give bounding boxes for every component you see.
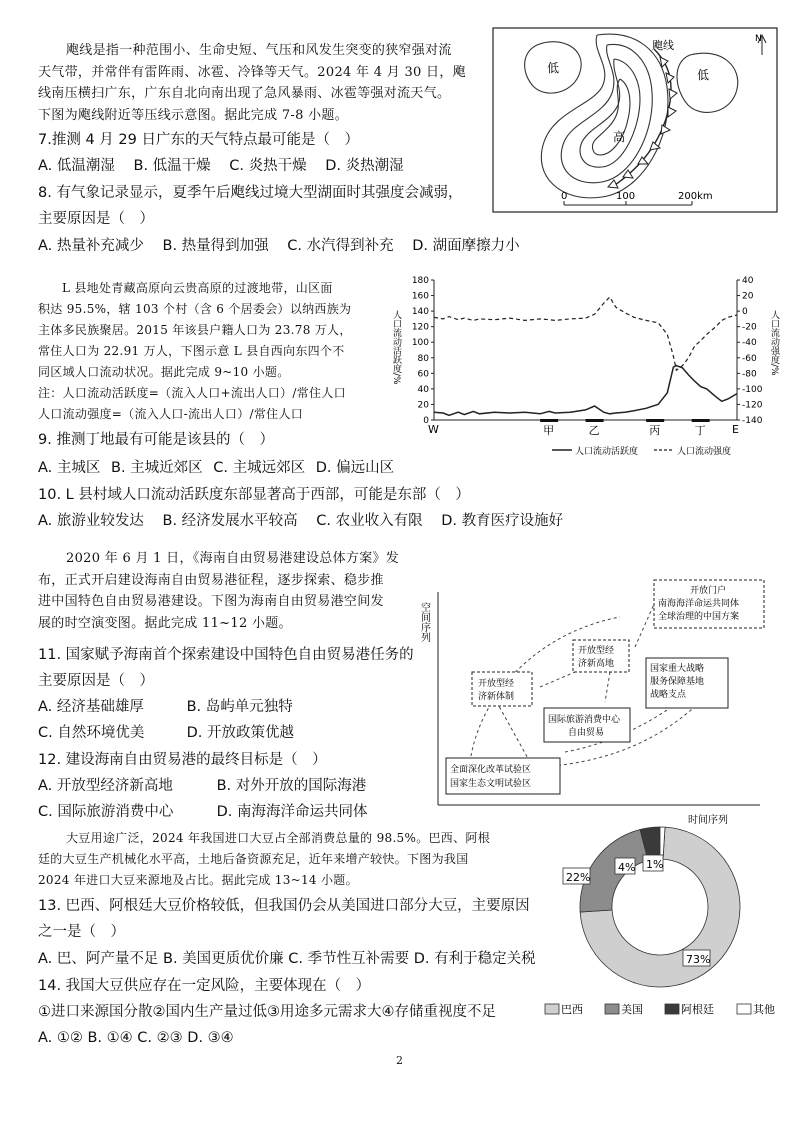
soybean-import-donut [545,812,790,1022]
right-tick-label: -40 [742,338,757,349]
question-14-options-text: A. ①② B. ①④ C. ②③ D. ③④ [38,1030,234,1046]
question-12-stem: 12. 建设海南自由贸易港的最终目标是（ ） [38,752,327,768]
left-tick-label: 0 [423,416,429,426]
intro-squall-line [38,40,486,126]
option-d: D. 偏远山区 [315,460,395,476]
option-d: D. 炎热潮湿 [325,158,404,174]
left-axis-label: 人口流动活跃度/% [391,310,401,385]
intro-line: 廷的大豆生产机械化水平高，土地后备资源充足，近年来增产较快。下图为我国 [38,852,469,866]
right-tick-label: 0 [742,307,748,318]
intro-line: 积达 95.5%，辖 103 个村（含 6 个居委会）以纳西族为 [38,302,352,316]
right-axis-ticks [737,276,763,426]
intro-line: 人口流动强度=（流入人口-流出人口）/常住人口 [38,407,304,421]
series-line-intensity [434,297,737,370]
box-text: 国家重大战略 [650,664,705,674]
x-marker-bar [646,419,664,422]
option-c: C. 炎热干燥 [229,158,307,174]
intro-line: 飑线是指一种范围小、生命史短、气压和风发生突变的狭窄强对流 [66,43,452,58]
left-tick-label: 140 [411,307,429,318]
question-14 [38,973,558,1025]
question-8-options [38,233,538,259]
intro-line: 大豆用途广泛，2024 年我国进口大豆占全部消费总量的 98.5%。巴西、阿根 [66,831,490,845]
x-marker-label: 乙 [588,424,600,437]
box-text: 济新高地 [578,659,615,669]
left-axis-ticks [412,276,434,426]
dashed-arrow [540,672,575,687]
label-low-right: 低 [697,68,710,82]
donut-label-3: 1% [646,858,664,871]
left-tick-label: 40 [417,384,429,395]
box-text: 战略支点 [650,690,687,700]
legend-label: 阿根廷 [681,1003,714,1016]
legend-intensity-label: 人口流动强度 [677,447,732,457]
box-text: 开放型经 [478,679,515,689]
intro-line: 下图为飑线附近等压线示意图。据此完成 7-8 小题。 [38,107,348,123]
option-d: D. 教育医疗设施好 [441,513,564,529]
x-marker-bar [540,419,558,422]
option-c: C. 主城远郊区 [213,460,306,476]
question-7 [38,127,498,153]
option-b: B. 经济发展水平较高 [162,513,298,529]
intro-line: 进中国特色自由贸易港建设。下图为海南自由贸易港空间发 [38,594,384,609]
left-tick-label: 60 [417,369,429,380]
right-tick-label: -100 [742,384,763,395]
question-14-stem: 14. 我国大豆供应存在一定风险，主要体现在（ ） [38,978,371,994]
legend-swatch [665,1004,679,1014]
x-axis-label: 时间序列 [688,815,728,826]
left-tick-label: 100 [411,338,429,349]
intro-line: 布，正式开启建设海南自由贸易港征程，逐步探索、稳步推 [38,572,384,588]
x-label-west: W [428,423,439,436]
label-high: 高 [613,130,626,144]
dashed-arrow [635,602,655,647]
left-tick-label: 180 [411,276,429,286]
legend-swatch [545,1004,559,1014]
option-a: A. 低温潮湿 [38,158,115,174]
intro-line: 同区域人口流动状况。据此完成 9~10 小题。 [38,365,290,379]
intro-line: 线南压横扫广东，广东自北向南出现了急风暴雨、冰雹等强对流天气。 [38,86,451,101]
question-9-stem: 9. 推测丁地最有可能是该县的（ ） [38,432,274,448]
option-b: B. 岛屿单元独特 [186,699,293,715]
donut-label-2: 4% [618,861,636,874]
box-text: 开放型经 [578,646,615,656]
option-b: B. 主城近郊区 [111,460,203,476]
intro-line: 常住人口为 22.91 万人，下图示意 L 县自西向东四个不 [38,344,345,358]
option-b: B. 热量得到加强 [162,238,269,254]
right-tick-label: -120 [742,400,763,411]
question-11-stem-line: 主要原因是（ ） [38,673,154,689]
right-tick-label: -60 [742,353,757,364]
isobar-map [492,27,778,213]
question-14-items: ①进口来源国分散②国内生产量过低③用途多元需求大④存储重视度不足 [38,1004,496,1020]
option-b: B. 低温干燥 [133,158,211,174]
donut-legend [545,1002,775,1016]
option-a: A. 旅游业较发达 [38,513,144,529]
question-11 [38,642,438,694]
question-10 [38,482,558,508]
left-tick-label: 80 [417,353,429,364]
question-12 [38,747,438,773]
option-c: C. 水汽得到补充 [287,238,394,254]
y-axis-label: 空间序列 [418,602,430,642]
label-north: N [755,34,762,44]
label-squall-line: 飑线 [652,39,674,52]
intro-soybean [38,828,548,891]
question-13-stem-line: 之一是（ ） [38,924,125,940]
legend-swatch [737,1004,751,1014]
question-12-options [38,773,438,825]
label-low-left: 低 [547,61,560,75]
question-8 [38,180,508,232]
right-tick-label: 40 [742,276,754,286]
legend-label: 巴西 [561,1003,583,1016]
question-9-options [38,455,458,481]
question-7-options [38,153,498,179]
option-c: C. 农业收入有限 [316,513,423,529]
scale-label-100: 100 [616,191,636,202]
box-text: 南海海洋命运共同体 [658,599,740,609]
intro-line: 展的时空演变图。据此完成 11~12 小题。 [38,615,292,631]
scale-label-0: 0 [561,191,568,202]
intro-line: 2024 年进口大豆来源地及占比。据此完成 13~14 小题。 [38,873,358,887]
box-text: 自由贸易 [568,728,605,738]
chart-series [434,297,737,415]
option-a: A. 主城区 [38,460,101,476]
intro-hainan [38,548,428,634]
map-frame [493,28,777,212]
x-marker-bar [586,419,604,422]
series-line-activity [434,366,737,416]
page-number: 2 [396,1054,403,1067]
x-label-east: E [732,423,739,436]
dashed-arrow [605,672,610,702]
box-text: 济新体制 [478,692,515,702]
question-11-options [38,694,438,746]
left-tick-label: 20 [417,400,429,411]
legend-label: 其他 [753,1003,775,1016]
legend-label: 美国 [621,1003,643,1016]
x-marker-label: 丙 [649,424,661,437]
option-a: A. 热量补充减少 [38,238,144,254]
question-8-stem-line: 8. 有气象记录显示，夏季午后飑线过境大型湖面时其强度会减弱， [38,185,463,201]
hainan-ftp-diagram [420,572,780,832]
right-tick-label: -20 [742,322,757,333]
question-10-options [38,508,598,534]
question-13-options [38,946,558,972]
question-14-options [38,1025,558,1051]
option-a: A. 经济基础雄厚 [38,699,144,715]
box-text: 开放门户 [690,586,727,596]
box-text: 国家生态文明试验区 [450,779,532,789]
scale-label-200: 200km [678,191,713,202]
box-text: 全球治理的中国方案 [658,612,740,622]
population-flow-chart [392,270,792,458]
right-tick-label: 20 [742,291,754,302]
question-9 [38,427,418,453]
left-tick-label: 120 [411,322,429,333]
option-d: D. 湖面摩擦力小 [412,238,520,254]
x-markers [540,419,710,437]
option-d: D. 开放政策优越 [186,725,294,741]
intro-line: 2020 年 6 月 1 日，《海南自由贸易港建设总体方案》发 [66,551,400,566]
question-8-stem-line: 主要原因是（ ） [38,211,154,227]
option-c: C. 自然环境优美 [38,725,145,741]
donut-label-1: 22% [566,871,591,884]
x-marker-label: 丁 [694,424,706,437]
right-tick-label: -80 [742,369,757,380]
legend-swatch [605,1004,619,1014]
question-7-stem: 7.推测 4 月 29 日广东的天气特点最可能是（ ） [38,132,359,148]
legend-activity-label: 人口流动活跃度 [575,447,639,457]
question-10-stem: 10. L 县村域人口流动活跃度东部显著高于西部，可能是东部（ ） [38,487,470,503]
intro-l-county [38,278,408,425]
question-13-options-text: A. 巴、阿产量不足 B. 美国更质优价廉 C. 季节性互补需要 D. 有利于稳定关税 [38,951,536,967]
donut-label-0: 73% [686,953,711,966]
box-text: 国际旅游消费中心 [548,715,621,725]
option-b: B. 对外开放的国际海港 [216,778,367,794]
right-axis-label: 人口流动强度/% [769,310,779,376]
question-11-stem-line: 11. 国家赋予海南首个探索建设中国特色自由贸易港任务的 [38,647,414,663]
right-tick-label: -140 [742,416,763,426]
donut-slices [580,827,740,987]
intro-line: 注：人口流动活跃度=（流入人口+流出人口）/常住人口 [38,386,346,400]
option-a: A. 开放型经济新高地 [38,778,173,794]
option-c: C. 国际旅游消费中心 [38,804,174,820]
question-13 [38,893,558,945]
intro-line: 主体多民族聚居。2015 年该县户籍人口为 23.78 万人， [38,323,352,337]
box-text: 服务保障基地 [650,677,705,687]
question-13-stem-line: 13. 巴西、阿根廷大豆价格较低，但我国仍会从美国进口部分大豆，主要原因 [38,898,530,914]
intro-line: 天气带，并常伴有雷阵雨、冰雹、冷锋等天气。2024 年 4 月 30 日，飑 [38,64,466,80]
option-d: D. 南海海洋命运共同体 [216,804,368,820]
intro-line: L 县地处青藏高原向云贵高原的过渡地带，山区面 [62,281,333,295]
left-tick-label: 160 [411,291,429,302]
box-text: 全面深化改革试验区 [450,765,532,775]
x-marker-label: 甲 [543,424,555,437]
x-marker-bar [692,419,710,422]
